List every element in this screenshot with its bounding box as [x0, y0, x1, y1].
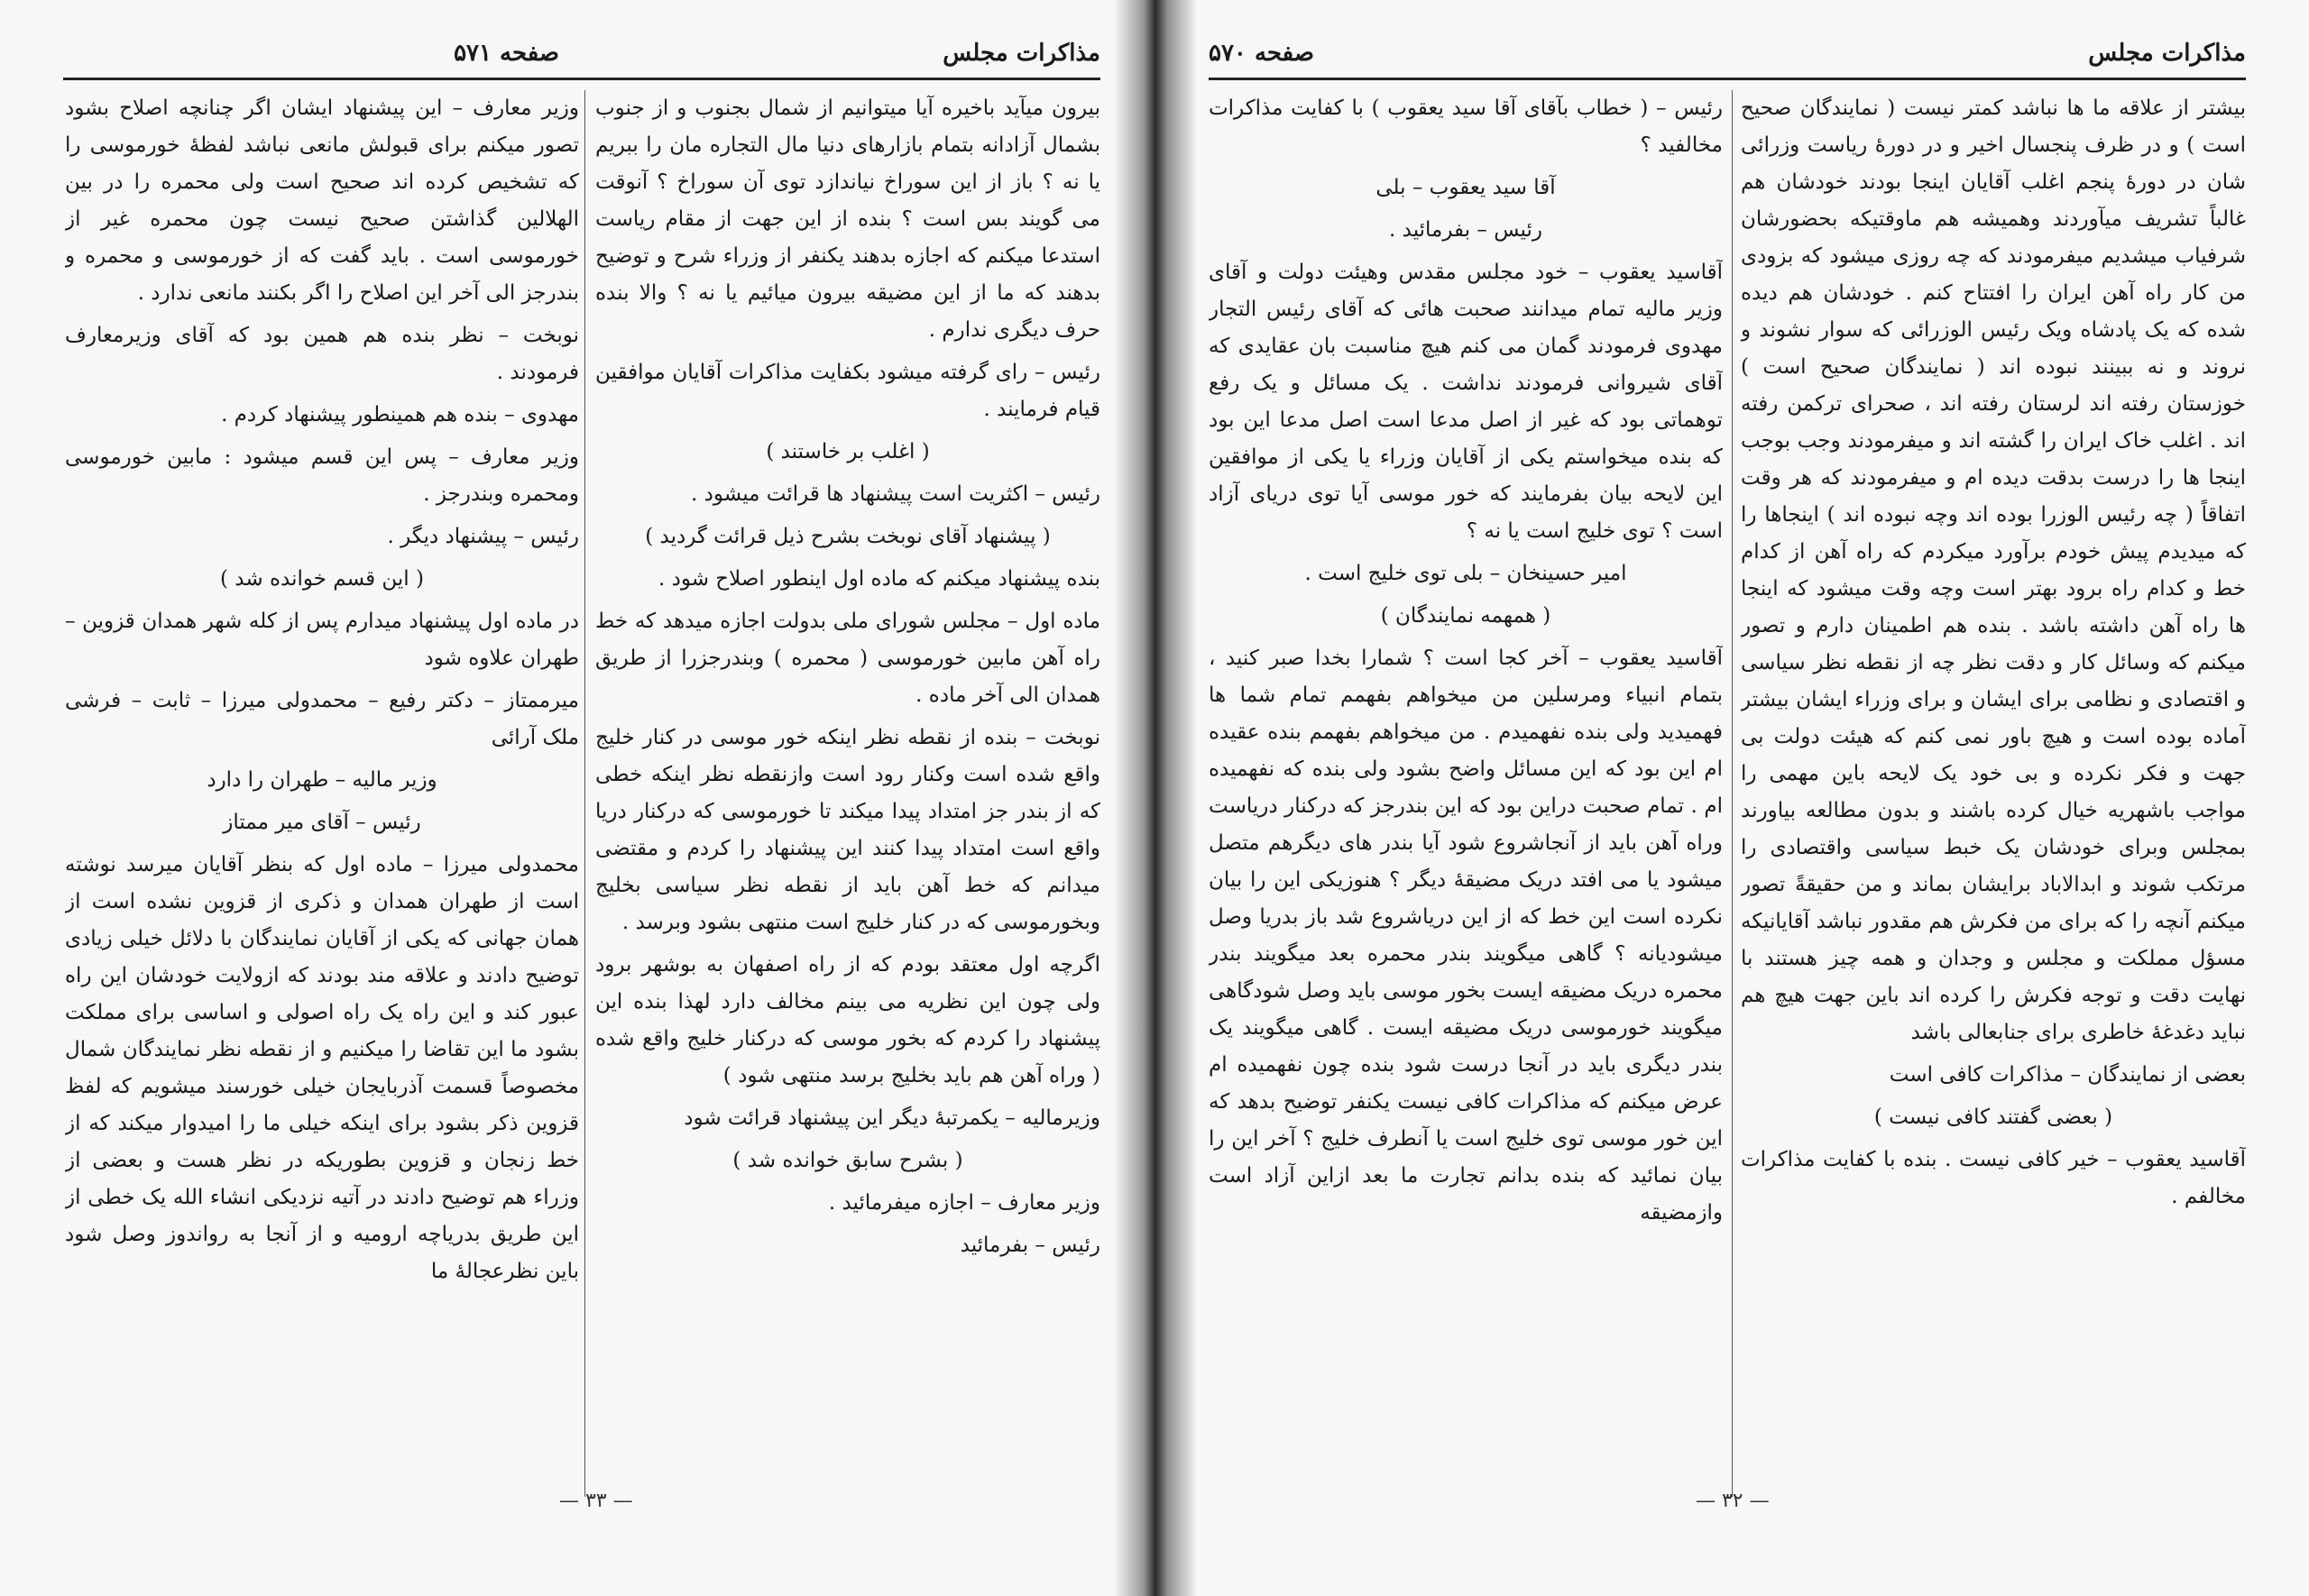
left-page-column-left — [65, 90, 579, 1497]
paragraph: ماده اول – مجلس شورای ملی بدولت اجازه میدهد که خط راه آهن مابین خورموسی ( محمره ) وبندرجزرا از طریق همدان الی آخر ماده . — [595, 610, 1100, 707]
paragraph: آقاسید یعقوب – آخر کجا است ؟ شمارا بخدا صبر کنید ، بتمام انبیاء ومرسلین من میخواهم بفهمم تمام شما ها فهمیدید ولی بنده نفهمیدم . من میخواهم بفهمم بنده عقیده ام این بود که این مسائل واضح بشود ولی بنده که نفهمیده ام . تمام صحبت دراین بود که این بندرجز که درکنار دریاست وراه آهن باید از آنجاشروع شود آیا بندر های دیگرهم متصل میشود یا می افتد دریک مضیقهٔ دیگر ؟ هنوزیکی این را بیان نکرده است این خط که از این دریاشروع شد باز بدریا وصل میشودیانه ؟ گاهی میگویند بندر محمره بعد میگویند بندر محمره دریک مضیقه ایست بخور موسی باید وصل شودگاهی میگویند خورموسی دریک مضیقه ایست . گاهی میگویند یک بندر دیگری باید در آنجا درست شود بنده چون نفهمیده ام عرض میکنم که مذاکرات کافی نیست یکنفر توضیح بدهد که این خور موسی توی خلیج است یا آنطرف خلیج ؟ آخر این را بیان نمائید که بنده بدانم تجارت ما بعد ازاین آزاد است وازمضیقه — [1209, 647, 1723, 1225]
paragraph: ( پیشنهاد آقای نوبخت بشرح ذیل قرائت گردید ) — [645, 525, 1051, 548]
paragraph: آقاسید یعقوب – خود مجلس مقدس وهیئت دولت و آقای وزیر مالیه تمام میدانند صحبت هائی که آقای رئیس التجار مهدوی فرمودند گمان می کنم هیچ مناسبت بان عقایدی که آقای شیروانی فرمودند نداشت . یک مسائل و یک رفع توهماتی بود که غیر از اصل مدعا است اصل مدعا این بود که بنده میخواستم یکی از آقایان وزراء یا یکی از موافقین این لایحه بیان بفرمایند که خور موسی آیا توی دریای آزاد است ؟ توی خلیج است یا نه ؟ — [1209, 261, 1723, 543]
paragraph: ( بعضی گفتند کافی نیست ) — [1873, 1105, 2113, 1129]
paragraph: بیرون میآید باخیره آیا میتوانیم از شمال بجنوب و از جنوب بشمال آزادانه بتمام بازارهای دنیا مال التجاره مان را ببریم یا نه ؟ باز از این سوراخ نیاندازد توی آن سوراخ ؟ آنوقت می گویند بس است ؟ بنده از این جهت از مقام ریاست استدعا میکنم که اجازه بدهند یکنفر از وزراء شرح و توضیح بدهند که ما از این مضیقه بیرون میائیم یا نه ؟ والا بنده حرف دیگری ندارم . — [595, 96, 1100, 342]
paragraph: ( بشرح سابق خوانده شد ) — [732, 1149, 963, 1172]
left-header-page-number: صفحه ۵۷۱ — [454, 40, 559, 67]
paragraph: آقاسید یعقوب – خیر کافی نیست . بنده با کفایت مذاکرات مخالفم . — [1741, 1148, 2246, 1208]
paragraph: رئیس – پیشنهاد دیگر . — [387, 525, 579, 548]
paragraph: رئیس – بفرمائید — [960, 1234, 1100, 1257]
paragraph: امیر حسینخان – بلی توی خلیج است . — [1304, 562, 1627, 585]
right-page — [1154, 0, 2309, 1596]
left-page-footer: — ۳۳ — — [559, 1490, 633, 1512]
right-page-header — [1209, 36, 2246, 80]
paragraph: رئیس – رای گرفته میشود بکفایت مذاکرات آقایان موافقین قیام فرمایند . — [595, 361, 1100, 421]
paragraph: وزیر مالیه – طهران را دارد — [207, 768, 437, 792]
paragraph: رئیس – اکثریت است پیشنهاد ها قرائت میشود . — [690, 482, 1100, 506]
book-gutter — [1115, 0, 1196, 1596]
paragraph: رئیس – ( خطاب بآقای آقا سید یعقوب ) با کفایت مذاکرات مخالفید ؟ — [1209, 96, 1723, 157]
paragraph: وزیر معارف – اجازه میفرمائید . — [828, 1191, 1100, 1215]
right-page-column-right — [1741, 90, 2246, 1497]
paragraph: وزیر معارف – پس این قسم میشود : مابین خورموسی ومحمره وبندرجز . — [65, 445, 579, 506]
paragraph: در ماده اول پیشنهاد میدارم پس از کله شهر همدان قزوین – طهران علاوه شود — [65, 610, 579, 670]
paragraph: نوبخت – بنده از نقطه نظر اینکه خور موسی در کنار خلیج واقع شده است وکنار رود است وازنقطه نظر اینکه خطی که از بندر جز امتداد پیدا میکند تا خورموسی که درکنار دریا واقع است امتداد پیدا کنند این پیشنهاد را کردم و مقتضی میدانم که خط آهن باید از نقطه نظر سیاسی بخلیج وبخورموسی که در کنار خلیج است منتهی بشود وبرسد . — [595, 726, 1100, 934]
column-divider — [1732, 90, 1733, 1497]
paragraph: بعضی از نمایندگان – مذاکرات کافی است — [1889, 1063, 2246, 1087]
paragraph: ( همهمه نمایندگان ) — [1380, 604, 1551, 628]
left-page — [0, 0, 1154, 1596]
paragraph: رئیس – بفرمائید . — [1389, 218, 1542, 242]
left-page-header — [63, 36, 1100, 80]
left-page-column-right — [595, 90, 1100, 1497]
right-header-page-number: صفحه ۵۷۰ — [1209, 40, 1314, 67]
paragraph: وزیرمالیه – یکمرتبهٔ دیگر این پیشنهاد قرائت شود — [684, 1106, 1100, 1130]
paragraph: ( اغلب بر خاستند ) — [766, 440, 930, 463]
right-page-column-left — [1209, 90, 1723, 1497]
paragraph: محمدولی میرزا – ماده اول که بنظر آقایان میرسد نوشته است از طهران همدان و ذکری از قزوین نشده است از همان جهانی که یکی از آقایان نمایندگان با دلائل خیلی زیادی توضیح دادند و علاقه مند بودند که ازولایت خودشان این راه عبور کند و این راه یک راه اصولی و اساسی برای مملکت بشود ما این تقاضا را میکنیم و از نقطه نظر نمایندگان شمال مخصوصاً قسمت آذربایجان خیلی خورسند میشویم که لفظ قزوین ذکر بشود برای اینکه خیلی ما را امیدوار میکند که از خط زنجان و قزوین بطوریکه در نظر هست و بعضی از وزراء هم توضیح دادند در آتیه نزدیکی انشاء الله یک خطی از این طریق بدریاچه ارومیه و از آنجا به رواندوز وصل شود باین نظرعجالهٔ ما — [65, 853, 579, 1283]
right-header-title: مذاکرات مجلس — [2088, 40, 2246, 67]
paragraph: بیشتر از علاقه ما ها نباشد کمتر نیست ( نمایندگان صحیح است ) و در ظرف پنجسال اخیر و در دورهٔ ریاست وزرائی شان در دورهٔ پنجم اغلب آقایان اینجا بودند خودشان هم غالباً تشریف میآوردند وهمیشه هم ماوقتیکه بحضورشان شرفیاب میشدیم میفرمودند که چه روزی میشود که بزودی من کار راه آهن ایران را افتتاح کنم . خودشان هم دیده شده که یک پادشاه ویک رئیس الوزرائی که سوار نشوند و نروند و نه ببینند نبوده اند ( نمایندگان صحیح است ) خوزستان رفته اند لرستان رفته اند ، صحرای ترکمن رفته اند . اغلب خاک ایران را گشته اند و میفرمودند وجب بوجب اینجا ها را درست بدقت دیده ام و میفرمودند که هر وقت اتفاقاً ( چه رئیس الوزرا بوده اند وچه نبوده اند ) اینجاها را که میدیدم پیش خودم برآورد میکردم که راه آهن از کدام خط و کدام راه برود بهتر است وچه وقت میشود که اینجا ها راه آهن داشته باشد . بنده هم اطمینان دارم و تصور میکنم که وسائل کار و دقت نظر چه از نقطه نظر سیاسی و اقتصادی و نظامی برای ایشان و برای وزراء ایشان بیشتر آماده بوده است و هیچ باور نمی کنم که هیئت دولت بی جهت و فکر نکرده و بی خود یک لایحه باین مهمی را مواجب باشهریه خیال کرده باشند و بدون مطالعه بیاورند بمجلس وبرای خودشان یک خبط سیاسی واقتصادی را مرتکب شوند و ابدالاباد برایشان بماند و من حقیقةً تصور میکنم آنچه را که برای من فکرش هم مقدور نباشد آقایانیکه مسؤل مملکت و مجلس و وجدان و همه چیز هستند با نهایت دقت و توجه فکرش را کرده اند باین جهت هیچ هم نباید دغدغهٔ خاطری برای جنابعالی باشد — [1741, 96, 2246, 1044]
paragraph: ( این قسم خوانده شد ) — [220, 567, 424, 591]
right-page-footer: — ۳۲ — — [1696, 1490, 1770, 1512]
paragraph: میرممتاز – دکتر رفیع – محمدولی میرزا – ثابت – فرشی ملک آرائی — [65, 689, 579, 749]
paragraph: بنده پیشنهاد میکنم که ماده اول اینطور اصلاح شود . — [658, 567, 1100, 591]
paragraph: وزیر معارف – این پیشنهاد ایشان اگر چنانچه اصلاح بشود تصور میکنم برای قبولش مانعی نباشد لفظهٔ خورموسی را که تشخیص کرده اند صحیح است ولی محمره را در بین الهلالین گذاشتن صحیح نیست چون محمره غیر از خورموسی است . باید گفت که از خورموسی و محمره و بندرجز الی آخر این اصلاح را اگر بکنند مانعی ندارد . — [65, 96, 579, 305]
paragraph: مهدوی – بنده هم همینطور پیشنهاد کردم . — [221, 403, 579, 427]
paragraph: رئیس – آقای میر ممتاز — [223, 811, 421, 834]
left-header-title: مذاکرات مجلس — [943, 40, 1100, 67]
paragraph: نوبخت – نظر بنده هم همین بود که آقای وزیرمعارف فرمودند . — [65, 324, 579, 384]
column-divider — [584, 90, 585, 1497]
paragraph: آقا سید یعقوب – بلی — [1375, 176, 1556, 199]
paragraph: اگرچه اول معتقد بودم که از راه اصفهان به بوشهر برود ولی چون این نظریه می بینم مخالف دارد لهذا بنده این پیشنهاد را کردم که بخور موسی که درکنار خلیج واقع شده ( وراه آهن هم باید بخلیج برسد منتهی شود ) — [595, 953, 1100, 1087]
